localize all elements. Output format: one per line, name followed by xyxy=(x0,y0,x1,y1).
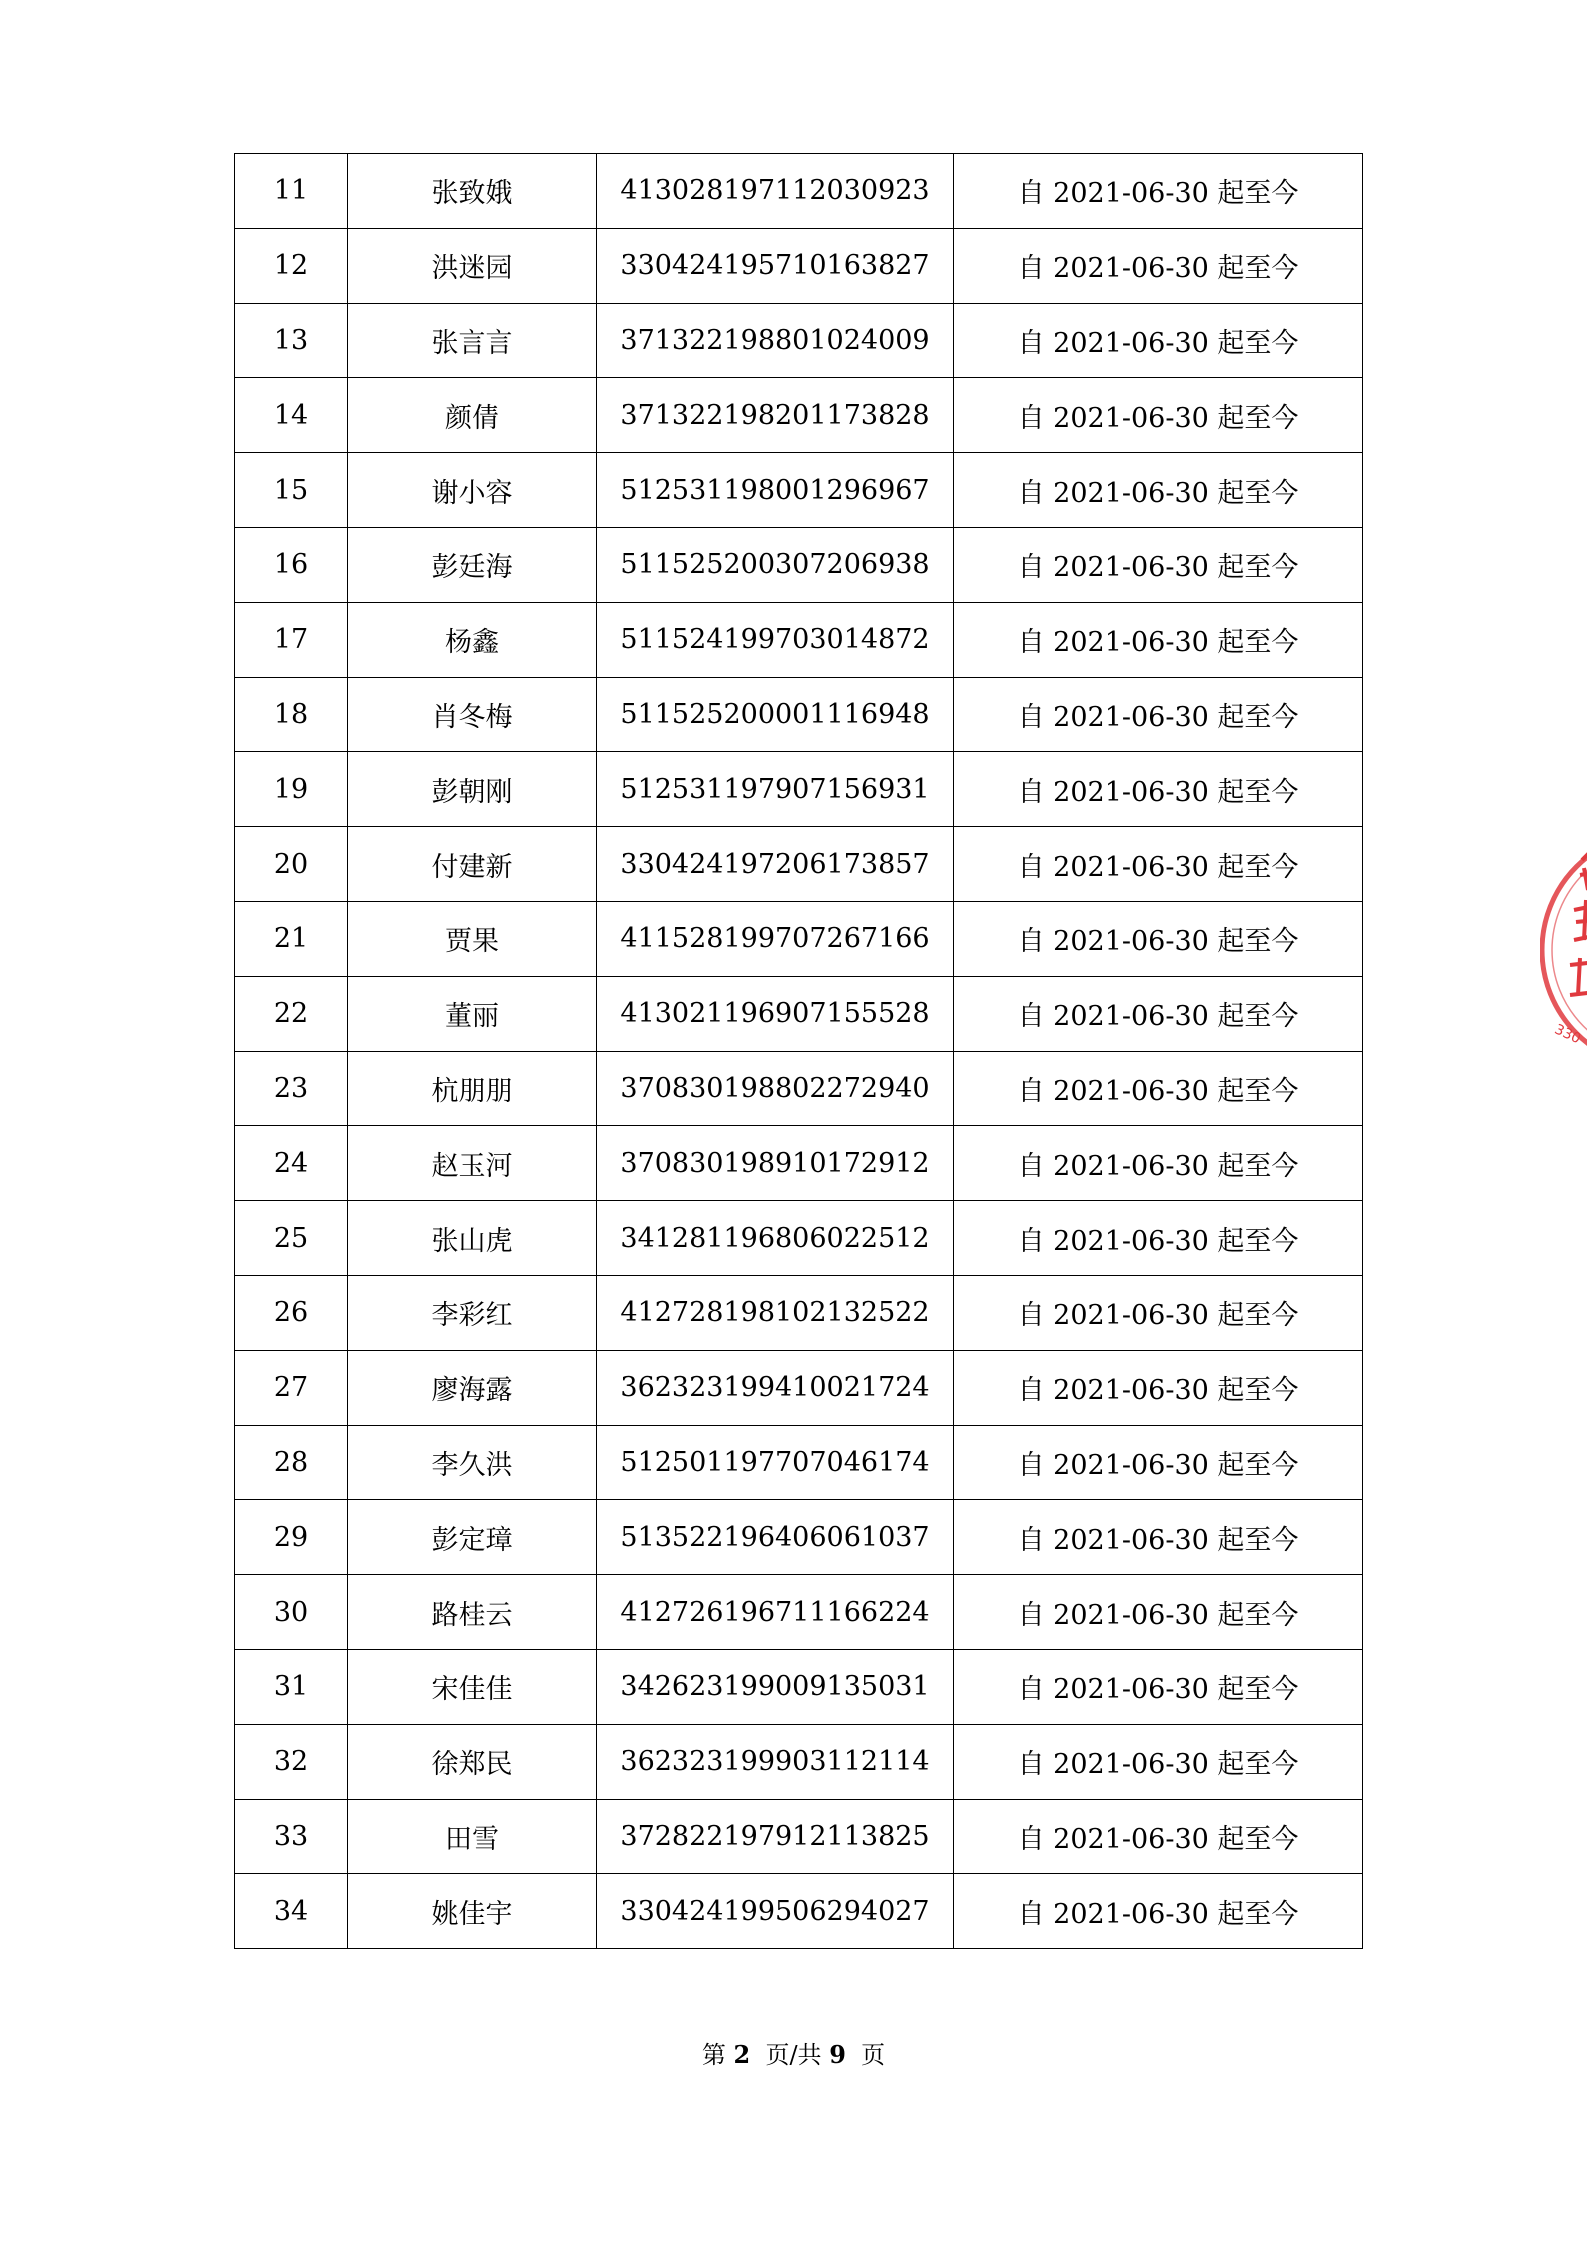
table-row xyxy=(235,602,1363,677)
row-number: 21 xyxy=(235,901,348,976)
id-number: 362323199410021724 xyxy=(597,1350,954,1425)
footer-suffix: 页 xyxy=(861,2041,886,2069)
person-name: 宋佳佳 xyxy=(348,1649,597,1724)
valid-period: 自 2021-06-30 起至今 xyxy=(954,1051,1363,1126)
person-name: 张致娥 xyxy=(348,154,597,229)
id-number: 512501197707046174 xyxy=(597,1425,954,1500)
seal-glyph-1 xyxy=(1580,850,1587,890)
table-row xyxy=(235,154,1363,229)
footer-prefix: 第 xyxy=(701,2041,726,2069)
table-row xyxy=(235,827,1363,902)
person-name: 付建新 xyxy=(348,827,597,902)
id-number: 511525200001116948 xyxy=(597,677,954,752)
person-name: 赵玉河 xyxy=(348,1126,597,1201)
table-row xyxy=(235,303,1363,378)
table-row xyxy=(235,677,1363,752)
table-row xyxy=(235,1126,1363,1201)
table-row xyxy=(235,1724,1363,1799)
official-seal xyxy=(1540,800,1587,1100)
row-number: 19 xyxy=(235,752,348,827)
row-number: 12 xyxy=(235,228,348,303)
row-number: 22 xyxy=(235,976,348,1051)
person-name: 姚佳宇 xyxy=(348,1874,597,1949)
row-number: 11 xyxy=(235,154,348,229)
table-row xyxy=(235,378,1363,453)
valid-period: 自 2021-06-30 起至今 xyxy=(954,752,1363,827)
table-row xyxy=(235,527,1363,602)
person-name: 洪迷园 xyxy=(348,228,597,303)
id-number: 371322198801024009 xyxy=(597,303,954,378)
id-number: 411528199707267166 xyxy=(597,901,954,976)
valid-period: 自 2021-06-30 起至今 xyxy=(954,154,1363,229)
row-number: 14 xyxy=(235,378,348,453)
footer-middle: 页/共 xyxy=(765,2041,822,2069)
table-row xyxy=(235,1799,1363,1874)
table-row xyxy=(235,228,1363,303)
seal-glyph-2 xyxy=(1574,900,1587,940)
valid-period: 自 2021-06-30 起至今 xyxy=(954,1724,1363,1799)
id-number: 413028197112030923 xyxy=(597,154,954,229)
row-number: 20 xyxy=(235,827,348,902)
id-number: 512531197907156931 xyxy=(597,752,954,827)
row-number: 18 xyxy=(235,677,348,752)
id-number: 362323199903112114 xyxy=(597,1724,954,1799)
table-row xyxy=(235,976,1363,1051)
valid-period: 自 2021-06-30 起至今 xyxy=(954,1275,1363,1350)
person-name: 李彩红 xyxy=(348,1275,597,1350)
table-row xyxy=(235,901,1363,976)
valid-period: 自 2021-06-30 起至今 xyxy=(954,1350,1363,1425)
row-number: 16 xyxy=(235,527,348,602)
person-name: 李久洪 xyxy=(348,1425,597,1500)
valid-period: 自 2021-06-30 起至今 xyxy=(954,976,1363,1051)
table-row xyxy=(235,1500,1363,1575)
person-name: 谢小容 xyxy=(348,453,597,528)
table-row xyxy=(235,1201,1363,1276)
valid-period: 自 2021-06-30 起至今 xyxy=(954,827,1363,902)
person-name: 徐郑民 xyxy=(348,1724,597,1799)
id-number: 341281196806022512 xyxy=(597,1201,954,1276)
person-name: 杨鑫 xyxy=(348,602,597,677)
person-name: 田雪 xyxy=(348,1799,597,1874)
seal-glyph-3 xyxy=(1570,958,1587,995)
footer-current-page: 2 xyxy=(733,2040,751,2069)
row-number: 28 xyxy=(235,1425,348,1500)
id-number: 371322198201173828 xyxy=(597,378,954,453)
valid-period: 自 2021-06-30 起至今 xyxy=(954,1874,1363,1949)
row-number: 15 xyxy=(235,453,348,528)
row-number: 34 xyxy=(235,1874,348,1949)
table-row xyxy=(235,752,1363,827)
table-row xyxy=(235,453,1363,528)
row-number: 33 xyxy=(235,1799,348,1874)
row-number: 29 xyxy=(235,1500,348,1575)
person-name: 张山虎 xyxy=(348,1201,597,1276)
person-name: 肖冬梅 xyxy=(348,677,597,752)
person-name: 彭定璋 xyxy=(348,1500,597,1575)
valid-period: 自 2021-06-30 起至今 xyxy=(954,303,1363,378)
valid-period: 自 2021-06-30 起至今 xyxy=(954,228,1363,303)
row-number: 26 xyxy=(235,1275,348,1350)
row-number: 32 xyxy=(235,1724,348,1799)
person-name: 路桂云 xyxy=(348,1575,597,1650)
row-number: 17 xyxy=(235,602,348,677)
row-number: 30 xyxy=(235,1575,348,1650)
row-number: 13 xyxy=(235,303,348,378)
footer-total-pages: 9 xyxy=(829,2040,846,2069)
id-number: 370830198910172912 xyxy=(597,1126,954,1201)
page-footer xyxy=(0,2035,1587,2070)
id-number: 330424199506294027 xyxy=(597,1874,954,1949)
id-number: 342623199009135031 xyxy=(597,1649,954,1724)
valid-period: 自 2021-06-30 起至今 xyxy=(954,1575,1363,1650)
table-row xyxy=(235,1649,1363,1724)
id-number: 412728198102132522 xyxy=(597,1275,954,1350)
valid-period: 自 2021-06-30 起至今 xyxy=(954,378,1363,453)
id-number: 511525200307206938 xyxy=(597,527,954,602)
id-number: 412726196711166224 xyxy=(597,1575,954,1650)
valid-period: 自 2021-06-30 起至今 xyxy=(954,677,1363,752)
row-number: 31 xyxy=(235,1649,348,1724)
valid-period: 自 2021-06-30 起至今 xyxy=(954,1799,1363,1874)
id-number: 330424197206173857 xyxy=(597,827,954,902)
table-row xyxy=(235,1874,1363,1949)
id-number: 372822197912113825 xyxy=(597,1799,954,1874)
valid-period: 自 2021-06-30 起至今 xyxy=(954,1500,1363,1575)
person-name: 廖海露 xyxy=(348,1350,597,1425)
table-row xyxy=(235,1275,1363,1350)
valid-period: 自 2021-06-30 起至今 xyxy=(954,453,1363,528)
id-number: 513522196406061037 xyxy=(597,1500,954,1575)
id-number: 511524199703014872 xyxy=(597,602,954,677)
personnel-table xyxy=(234,153,1363,1949)
valid-period: 自 2021-06-30 起至今 xyxy=(954,1425,1363,1500)
person-name: 颜倩 xyxy=(348,378,597,453)
valid-period: 自 2021-06-30 起至今 xyxy=(954,901,1363,976)
table-row xyxy=(235,1350,1363,1425)
table-row xyxy=(235,1575,1363,1650)
table-row xyxy=(235,1051,1363,1126)
id-number: 370830198802272940 xyxy=(597,1051,954,1126)
row-number: 25 xyxy=(235,1201,348,1276)
person-name: 贾果 xyxy=(348,901,597,976)
row-number: 27 xyxy=(235,1350,348,1425)
id-number: 330424195710163827 xyxy=(597,228,954,303)
id-number: 413021196907155528 xyxy=(597,976,954,1051)
valid-period: 自 2021-06-30 起至今 xyxy=(954,1201,1363,1276)
table-body xyxy=(235,154,1363,1949)
person-name: 彭朝刚 xyxy=(348,752,597,827)
valid-period: 自 2021-06-30 起至今 xyxy=(954,1649,1363,1724)
person-name: 杭朋朋 xyxy=(348,1051,597,1126)
valid-period: 自 2021-06-30 起至今 xyxy=(954,1126,1363,1201)
person-name: 张言言 xyxy=(348,303,597,378)
valid-period: 自 2021-06-30 起至今 xyxy=(954,527,1363,602)
person-name: 董丽 xyxy=(348,976,597,1051)
table-row xyxy=(235,1425,1363,1500)
seal-number: 330 xyxy=(1551,1021,1583,1048)
row-number: 24 xyxy=(235,1126,348,1201)
id-number: 512531198001296967 xyxy=(597,453,954,528)
row-number: 23 xyxy=(235,1051,348,1126)
person-name: 彭廷海 xyxy=(348,527,597,602)
valid-period: 自 2021-06-30 起至今 xyxy=(954,602,1363,677)
